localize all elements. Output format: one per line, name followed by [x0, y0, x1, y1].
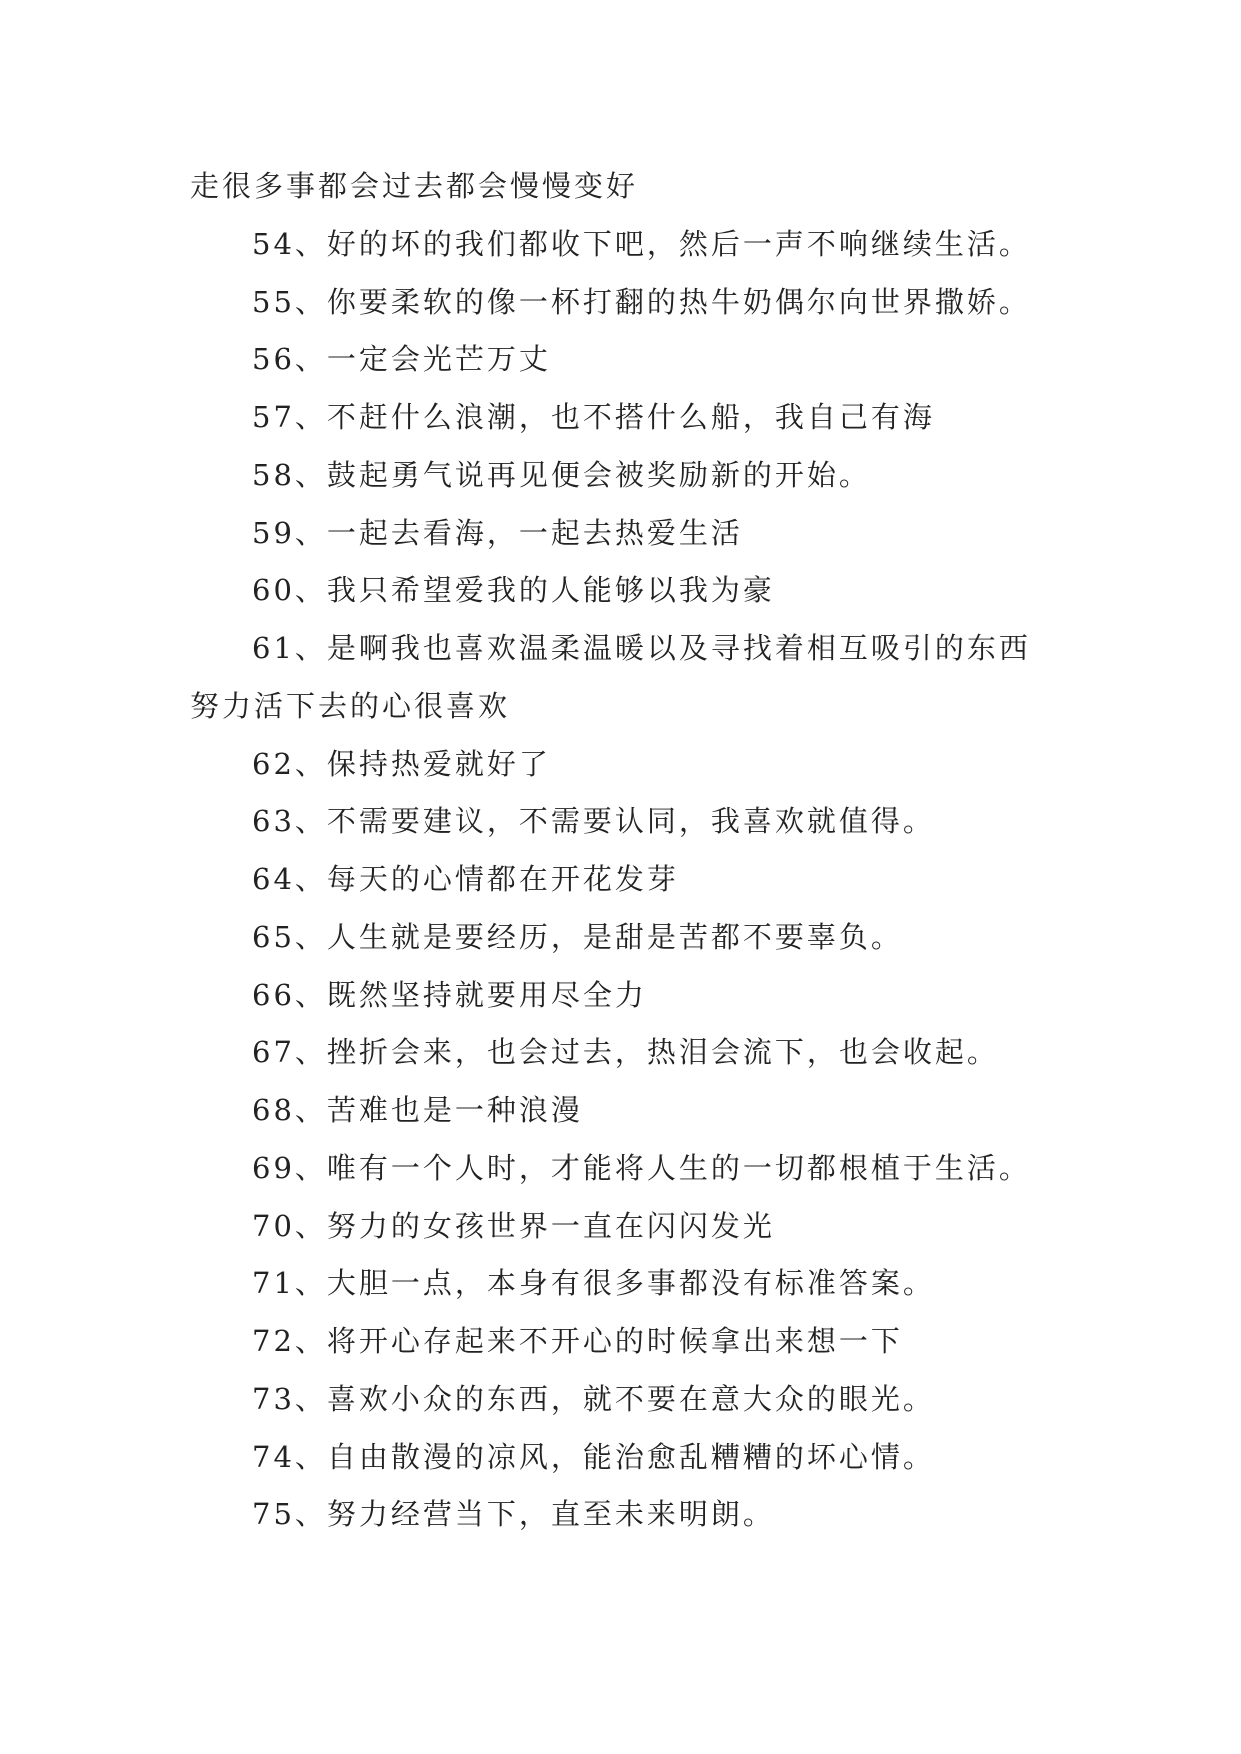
- continuation-line: 走很多事都会过去都会慢慢变好: [190, 169, 639, 203]
- list-item: 62、保持热爱就好了: [252, 746, 551, 781]
- list-item: 56、一定会光芒万丈: [252, 342, 551, 377]
- list-item: 73、喜欢小众的东西，就不要在意大众的眼光。: [252, 1381, 935, 1416]
- list-item: 68、苦难也是一种浪漫: [252, 1093, 583, 1127]
- list-item: 58、鼓起勇气说再见便会被奖励新的开始。: [252, 457, 871, 492]
- list-item: 74、自由散漫的凉风，能治愈乱糟糟的坏心情。: [252, 1439, 935, 1474]
- list-item: 61、是啊我也喜欢温柔温暖以及寻找着相互吸引的东西: [252, 631, 1031, 665]
- list-item: 63、不需要建议，不需要认同，我喜欢就值得。: [252, 804, 935, 839]
- list-item: 70、努力的女孩世界一直在闪闪发光: [252, 1208, 775, 1243]
- list-item: 54、好的坏的我们都收下吧，然后一声不响继续生活。: [252, 226, 1031, 261]
- text-block: [190, 158, 1090, 1544]
- list-item: 66、既然坚持就要用尽全力: [252, 977, 647, 1012]
- list-item: 57、不赶什么浪潮，也不搭什么船，我自己有海: [252, 400, 935, 434]
- list-item: 60、我只希望爱我的人能够以我为豪: [252, 573, 775, 608]
- list-item: 65、人生就是要经历，是甜是苦都不要辜负。: [252, 919, 903, 954]
- list-item: 69、唯有一个人时，才能将人生的一切都根植于生活。: [252, 1150, 1031, 1185]
- list-item: 64、每天的心情都在开花发芽: [252, 862, 679, 896]
- list-item: 55、你要柔软的像一杯打翻的热牛奶偶尔向世界撒娇。: [252, 284, 1031, 319]
- list-item: 72、将开心存起来不开心的时候拿出来想一下: [252, 1324, 903, 1358]
- list-item: 75、努力经营当下，直至未来明朗。: [252, 1497, 775, 1532]
- continuation-line: 努力活下去的心很喜欢: [190, 688, 511, 723]
- list-item: 67、挫折会来，也会过去，热泪会流下，也会收起。: [252, 1035, 999, 1070]
- list-item: 59、一起去看海，一起去热爱生活: [252, 515, 743, 550]
- list-item: 71、大胆一点，本身有很多事都没有标准答案。: [252, 1266, 935, 1301]
